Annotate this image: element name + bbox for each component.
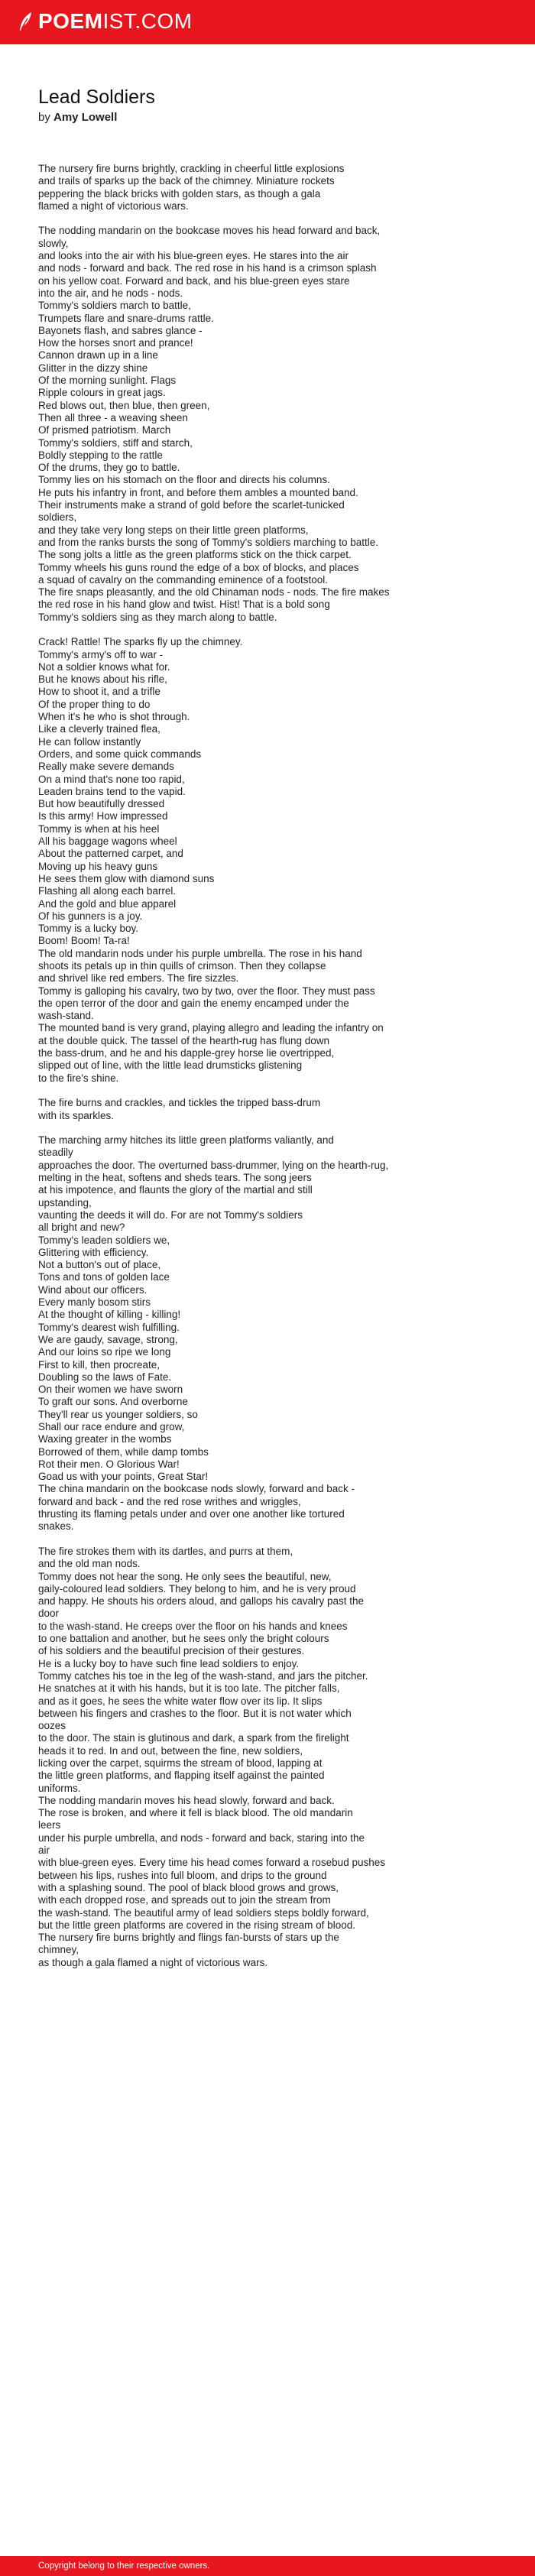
poem-line: Tommy's soldiers march to battle, (38, 300, 191, 312)
poem-line: Glitter in the dizzy shine (38, 362, 148, 374)
poem-line: Boom! Boom! Ta-ra! (38, 935, 130, 947)
poem-line: Tommy's army's off to war - (38, 648, 164, 660)
poem-line: steadily (38, 1147, 73, 1159)
poem-line: He is a lucky boy to have such fine lead soldiers to enjoy. (38, 1657, 300, 1669)
poem-line: The marching army hitches its little green platforms valiantly, and (38, 1134, 334, 1147)
poem-line: into the air, and he nods - nods. (38, 287, 183, 299)
poem-line: gaily-coloured lead soldiers. They belong to him, and he is very proud (38, 1582, 356, 1595)
poem-line: First to kill, then procreate, (38, 1358, 160, 1371)
poem-line: He puts his infantry in front, and before them ambles a mounted band. (38, 486, 358, 498)
poem-line: Their instruments make a strand of gold before the scarlet-tunicked (38, 499, 345, 511)
poem-line: and looks into the air with his blue-green eyes. He stares into the air (38, 250, 349, 262)
poem-line: On their women we have sworn (38, 1384, 183, 1396)
poem-line: The nursery fire burns brightly, crackling in cheerful little explosions (38, 163, 345, 174)
poem-line: as though a gala flamed a night of victorious wars. (38, 1956, 268, 1968)
poem-line: flamed a night of victorious wars. (38, 200, 189, 212)
poem-line: upstanding, (38, 1196, 92, 1209)
poem-line: thrusting its flaming petals under and over one another like tortured (38, 1508, 345, 1520)
poem-line: but the little green platforms are covered in the rising stream of blood. (38, 1919, 355, 1931)
poem-line: Red blows out, then blue, then green, (38, 399, 210, 411)
poem-line: Tommy lies on his stomach on the floor and directs his columns. (38, 474, 330, 486)
poem-line: All his baggage wagons wheel (38, 835, 177, 848)
poem-line: and shrivel like red embers. The fire sizzles. (38, 972, 239, 985)
poem-line: with its sparkles. (38, 1109, 115, 1121)
poem-line: Tommy is when at his heel (38, 822, 160, 835)
poem-line: Tommy's dearest wish fulfilling. (38, 1321, 180, 1333)
poem-line: Orders, and some quick commands (38, 748, 202, 760)
poem-line: At the thought of killing - killing! (38, 1309, 181, 1321)
poem-line: The china mandarin on the bookcase nods slowly, forward and back - (38, 1483, 355, 1495)
poem-line: Tommy is a lucky boy. (38, 923, 139, 935)
poem-line: slowly, (38, 237, 69, 249)
poem-line: air (38, 1844, 50, 1857)
poem-line: and they take very long steps on their little green platforms, (38, 524, 309, 536)
poem-line: The old mandarin nods under his purple umbrella. The rose in his hand (38, 947, 362, 959)
poem-line: and the old man nods. (38, 1558, 141, 1570)
poem-stanza (38, 225, 504, 624)
poem-line: snakes. (38, 1520, 74, 1533)
poem-line: The song jolts a little as the green platforms stick on the thick carpet. (38, 549, 352, 561)
poem-line: The fire strokes them with its dartles, and purrs at them, (38, 1545, 293, 1557)
poem-line: and trails of sparks up the back of the chimney. Miniature rockets (38, 175, 335, 187)
poem-line: On a mind that's none too rapid, (38, 773, 185, 785)
poem-line: to the fire's shine. (38, 1072, 119, 1084)
poem-line: The fire burns and crackles, and tickles the tripped bass-drum (38, 1097, 321, 1109)
poem-line: approaches the door. The overturned bass-drummer, lying on the hearth-rug, (38, 1159, 389, 1171)
poem-line: Not a soldier knows what for. (38, 660, 170, 673)
poem-line: oozes (38, 1720, 66, 1732)
poem-line: To graft our sons. And overborne (38, 1396, 188, 1408)
poem-line: Then all three - a weaving sheen (38, 411, 188, 423)
poem-line: Waxing greater in the wombs (38, 1433, 172, 1445)
poem-line: Rot their men. O Glorious War! (38, 1458, 180, 1470)
poem-title: Lead Soldiers (38, 86, 155, 108)
poem-line: Boldly stepping to the rattle (38, 449, 163, 461)
poem-line: uniforms. (38, 1782, 81, 1794)
poem-line: The rose is broken, and where it fell is black blood. The old mandarin (38, 1807, 353, 1819)
poem-line: and happy. He shouts his orders aloud, and gallops his cavalry past the (38, 1595, 365, 1608)
poem-line: and from the ranks bursts the song of Tommy's soldiers marching to battle. (38, 536, 379, 548)
poem-line: Really make severe demands (38, 761, 174, 773)
poem-byline (38, 110, 504, 125)
poem-line: Of the morning sunlight. Flags (38, 375, 177, 387)
poem-line: licking over the carpet, squirms the stream of blood, lapping at (38, 1757, 323, 1769)
poem-line: Moving up his heavy guns (38, 860, 158, 872)
poem-line: Tommy's soldiers, stiff and starch, (38, 436, 193, 449)
poem-line: Leaden brains tend to the vapid. (38, 785, 186, 797)
poem-line: all bright and new? (38, 1221, 125, 1234)
poem-line: to the door. The stain is glutinous and dark, a spark from the firelight (38, 1732, 349, 1744)
poem-line: He can follow instantly (38, 735, 141, 748)
poem-line: the little green platforms, and flapping itself against the painted (38, 1770, 325, 1782)
poem-line: melting in the heat, softens and sheds tears. The song jeers (38, 1172, 312, 1184)
poem-line: door (38, 1608, 60, 1620)
poem-line: The nursery fire burns brightly and flings fan-bursts of stars up the (38, 1932, 339, 1944)
poem-line: Tommy wheels his guns round the edge of a box of blocks, and places (38, 561, 359, 573)
poem-line: Flashing all along each barrel. (38, 885, 177, 897)
poem-line: How to shoot it, and a trifle (38, 686, 160, 698)
poem-line: Ripple colours in great jags. (38, 387, 166, 399)
poem-line: leers (38, 1819, 61, 1831)
site-logo[interactable] (17, 10, 193, 33)
poem-line: the red rose in his hand glow and twist. Hist! That is a bold song (38, 599, 330, 611)
poem-line: and nods - forward and back. The red rose in his hand is a crimson splash (38, 262, 377, 274)
poem-line: Of the drums, they go to battle. (38, 462, 180, 474)
poem-line: Tommy does not hear the song. He only sees the beautiful, new, (38, 1570, 332, 1582)
poem-line: The fire snaps pleasantly, and the old Chinaman nods - nods. The fire makes (38, 586, 390, 599)
poem-line: Not a button's out of place, (38, 1259, 161, 1271)
poem-line: slipped out of line, with the little lead drumsticks glistening (38, 1059, 303, 1072)
poem-line: at the double quick. The tassel of the hearth-rug has flung down (38, 1034, 329, 1046)
poem-line: We are gaudy, savage, strong, (38, 1333, 178, 1345)
poem-line: Wind about our officers. (38, 1283, 148, 1296)
poem-line: Of prismed patriotism. March (38, 424, 171, 436)
poem-line: Tommy is galloping his cavalry, two by two, over the floor. They must pass (38, 985, 375, 997)
poem-line: the bass-drum, and he and his dapple-grey horse lie overtripped, (38, 1047, 335, 1059)
poem-line: About the patterned carpet, and (38, 848, 183, 860)
poem-line: Of his gunners is a joy. (38, 910, 143, 922)
poem-line: Shall our race endure and grow, (38, 1420, 185, 1432)
poem-line: Crack! Rattle! The sparks fly up the chimney. (38, 636, 243, 648)
poem-line: and as it goes, he sees the white water flow over its lip. It slips (38, 1695, 323, 1707)
poem-line: How the horses snort and prance! (38, 337, 193, 349)
poem-stanza (38, 1097, 504, 1122)
poem-line: Tons and tons of golden lace (38, 1271, 170, 1283)
poem-line: to the wash-stand. He creeps over the floor on his hands and knees (38, 1620, 348, 1632)
poem-line: The nodding mandarin on the bookcase moves his head forward and back, (38, 225, 381, 237)
poem-line: Tommy's leaden soldiers we, (38, 1234, 170, 1246)
footer-copyright: Copyright belong to their respective owners. (38, 2561, 210, 2571)
poem-line: a squad of cavalry on the commanding eminence of a footstool. (38, 573, 328, 586)
poem-line: the open terror of the door and gain the enemy encamped under the (38, 997, 349, 1009)
poem-line: Glittering with efficiency. (38, 1246, 149, 1258)
poem-body (38, 163, 504, 1969)
poem-line: But how beautifully dressed (38, 798, 165, 810)
poem-line: between his lips, rushes into full bloom, and drips to the ground (38, 1869, 327, 1881)
poem-line: shoots its petals up in thin quills of crimson. Then they collapse (38, 960, 326, 972)
poem-line: But he knows about his rifle, (38, 673, 167, 686)
poem-line: Goad us with your points, Great Star! (38, 1471, 209, 1483)
logo-text: POEMIST.COM (38, 9, 193, 33)
poem-stanza (38, 636, 504, 1085)
poem-line: with a splashing sound. The pool of black blood grows and grows, (38, 1881, 339, 1893)
poem-line: between his fingers and crashes to the floor. But it is not water which (38, 1707, 352, 1719)
poem-line: He snatches at it with his hands, but it is too late. The pitcher falls, (38, 1682, 340, 1695)
poem-line: heads it to red. In and out, between the fine, new soldiers, (38, 1744, 303, 1757)
poem-line: on his yellow coat. Forward and back, and his blue-green eyes stare (38, 274, 350, 287)
poem-line: Tommy's soldiers sing as they march along to battle. (38, 611, 277, 623)
poem-line: He sees them glow with diamond suns (38, 872, 215, 884)
poem-line: Doubling so the laws of Fate. (38, 1371, 172, 1383)
poem-line: forward and back - and the red rose writhes and wriggles, (38, 1495, 301, 1507)
poem-line: with blue-green eyes. Every time his head comes forward a rosebud pushes (38, 1857, 385, 1869)
poem-line: Tommy catches his toe in the leg of the wash-stand, and jars the pitcher. (38, 1669, 368, 1682)
poem-line: Of the proper thing to do (38, 698, 151, 710)
author-link[interactable]: Amy Lowell (54, 111, 118, 124)
poem-line: And the gold and blue apparel (38, 897, 177, 910)
poem-line: The nodding mandarin moves his head slowly, forward and back. (38, 1794, 335, 1806)
poem-line: Bayonets flash, and sabres glance - (38, 324, 203, 336)
poem-content (38, 86, 504, 1981)
poem-line: The mounted band is very grand, playing allegro and leading the infantry on (38, 1022, 384, 1034)
poem-line: Every manly bosom stirs (38, 1296, 151, 1309)
poem-line: with each dropped rose, and spreads out to join the stream from (38, 1894, 331, 1906)
quill-icon (17, 11, 34, 32)
poem-line: vaunting the deeds it will do. For are not Tommy's soldiers (38, 1209, 303, 1221)
poem-line: of his soldiers and the beautiful precision of their gestures. (38, 1645, 305, 1657)
poem-line: to one battalion and another, but he sees only the bright colours (38, 1633, 329, 1645)
footer-bar (0, 2556, 535, 2576)
poem-stanza (38, 1546, 504, 1969)
poem-line: under his purple umbrella, and nods - forward and back, staring into the (38, 1831, 365, 1844)
poem-line: Like a cleverly trained flea, (38, 723, 160, 735)
poem-line: Borrowed of them, while damp tombs (38, 1445, 209, 1458)
poem-stanza (38, 1134, 504, 1533)
poem-line: Trumpets flare and snare-drums rattle. (38, 312, 214, 324)
poem-line: Cannon drawn up in a line (38, 349, 158, 362)
by-label: by (38, 111, 50, 124)
poem-line: wash-stand. (38, 1010, 94, 1022)
poem-line: soldiers, (38, 511, 77, 524)
poem-line: And our loins so ripe we long (38, 1346, 171, 1358)
poem-line: chimney, (38, 1944, 79, 1956)
top-bar (0, 0, 535, 44)
poem-line: the wash-stand. The beautiful army of lead soldiers steps boldly forward, (38, 1906, 369, 1919)
poem-line: They'll rear us younger soldiers, so (38, 1408, 198, 1420)
poem-line: When it's he who is shot through. (38, 711, 190, 723)
poem-line: peppering the black bricks with golden stars, as though a gala (38, 187, 321, 200)
poem-line: at his impotence, and flaunts the glory of the martial and still (38, 1184, 313, 1196)
poem-stanza (38, 163, 504, 213)
poem-line: Is this army! How impressed (38, 810, 168, 822)
